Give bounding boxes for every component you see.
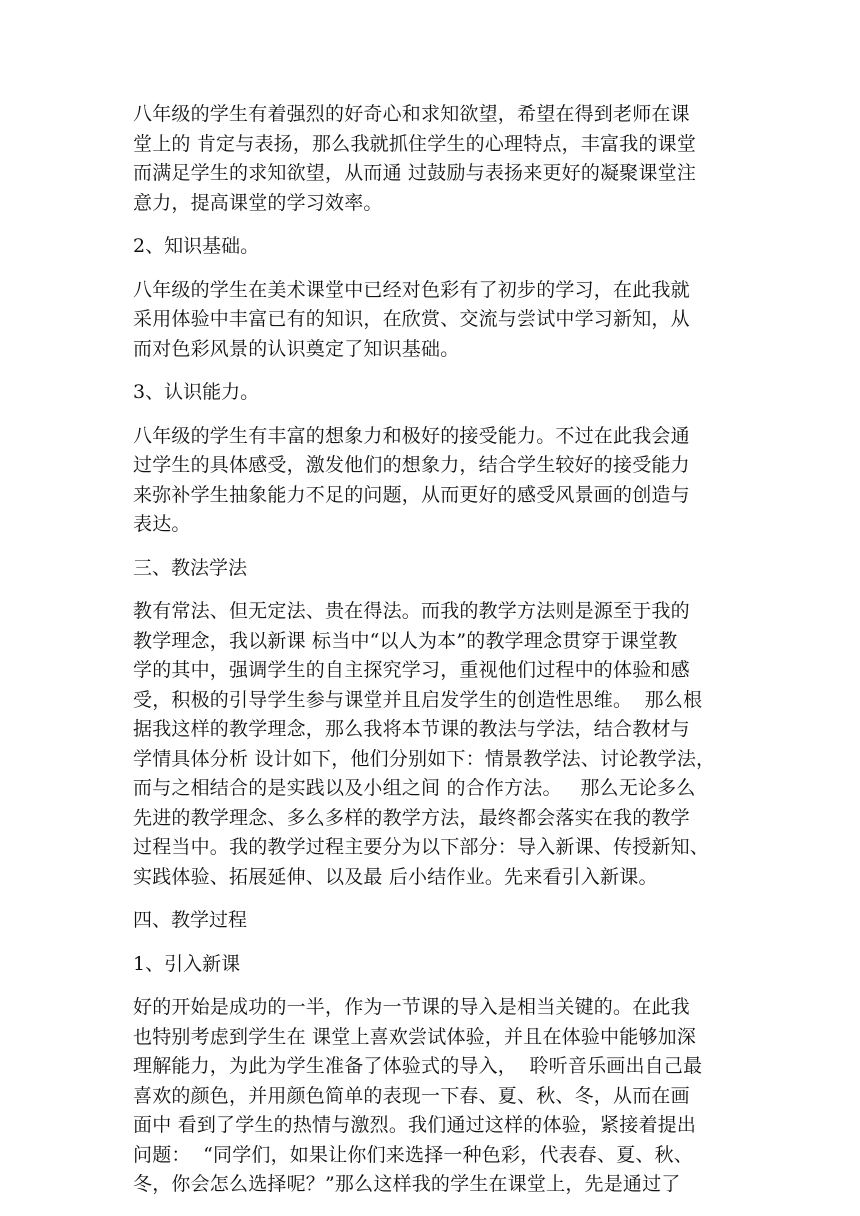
text-line: 八年级的学生在美术课堂中已经对色彩有了初步的学习，在此我就 <box>133 278 690 301</box>
text-line: 过程当中。我的教学过程主要分为以下部分：导入新课、传授新知、 <box>133 836 710 858</box>
text-line: 面中 看到了学生的热情与激烈。我们通过这样的体验，紧接着提出 <box>133 1114 697 1136</box>
text-line: 冬，你会怎么选择呢？”那么这样我的学生在课堂上，先是通过了 <box>133 1173 681 1195</box>
paragraph-knowledge-base <box>133 276 733 365</box>
text-line: 意力，提高课堂的学习效率。 <box>133 191 383 214</box>
heading-teaching-methods: 三、教法学法 <box>133 556 248 579</box>
heading-cognitive-ability: 3、认识能力。 <box>133 381 260 403</box>
text-line: 喜欢的颜色，并用颜色简单的表现一下春、夏、秋、冬，从而在画 <box>133 1084 690 1107</box>
text-line: 学的其中，强调学生的自主探究学习，重视他们过程中的体验和感 <box>133 659 690 681</box>
text-line: 理解能力，为此为学生准备了体验式的导入， 聆听音乐画出自己最 <box>133 1055 703 1077</box>
paragraph-introduce-lesson <box>133 993 733 1200</box>
text-line: 而对色彩风景的认识奠定了知识基础。 <box>133 337 460 360</box>
text-line: 先进的教学理念、多么多样的教学方法，最终都会落实在我的教学 <box>133 806 690 829</box>
text-line: 而与之相结合的是实践以及小组之间 的合作方法。 那么无论多么 <box>133 777 696 799</box>
text-line: 采用体验中丰富已有的知识，在欣赏、交流与尝试中学习新知，从 <box>133 308 690 330</box>
text-line: 问题： “同学们，如果让你们来选择一种色彩，代表春、夏、秋、 <box>133 1143 693 1166</box>
text-line: 教学理念，我以新课 标当中“以人为本”的教学理念贯穿于课堂教 <box>133 629 678 652</box>
heading-introduce-lesson: 1、引入新课 <box>133 952 241 975</box>
document-page <box>133 100 733 1214</box>
text-line: 堂上的 肯定与表扬，那么我就抓住学生的心理特点，丰富我的课堂 <box>133 132 697 155</box>
text-line: 而满足学生的求知欲望，从而通 过鼓励与表扬来更好的凝聚课堂注 <box>133 162 697 184</box>
text-line: 据我这样的教学理念，那么我将本节课的教法与学法，结合教材与 <box>133 718 690 740</box>
paragraph-student-curiosity <box>133 100 733 218</box>
heading-knowledge-base: 2、知识基础。 <box>133 235 260 257</box>
text-line: 受，积极的引导学生参与课堂并且启发学生的创造性思维。 那么根 <box>133 688 703 711</box>
heading-teaching-process: 四、教学过程 <box>133 909 248 931</box>
paragraph-teaching-methods <box>133 597 733 892</box>
text-line: 学情具体分析 设计如下，他们分别如下：情景教学法、讨论教学法， <box>133 747 716 770</box>
text-line: 实践体验、拓展延伸、以及最 后小结作业。先来看引入新课。 <box>133 865 658 888</box>
text-line: 八年级的学生有着强烈的好奇心和求知欲望，希望在得到老师在课 <box>133 103 690 125</box>
text-line: 过学生的具体感受，激发他们的想象力，结合学生较好的接受能力 <box>133 454 690 476</box>
text-line: 也特别考虑到学生在 课堂上喜欢尝试体验，并且在体验中能够加深 <box>133 1025 697 1048</box>
text-line: 表达。 <box>133 513 191 535</box>
paragraph-cognitive-ability <box>133 422 733 540</box>
text-line: 八年级的学生有丰富的想象力和极好的接受能力。不过在此我会通 <box>133 424 690 447</box>
text-line: 好的开始是成功的一半，作为一节课的导入是相当关键的。在此我 <box>133 996 690 1018</box>
text-line: 教有常法、但无定法、贵在得法。而我的教学方法则是源至于我的 <box>133 600 690 622</box>
text-line: 来弥补学生抽象能力不足的问题，从而更好的感受风景画的创造与 <box>133 483 690 506</box>
